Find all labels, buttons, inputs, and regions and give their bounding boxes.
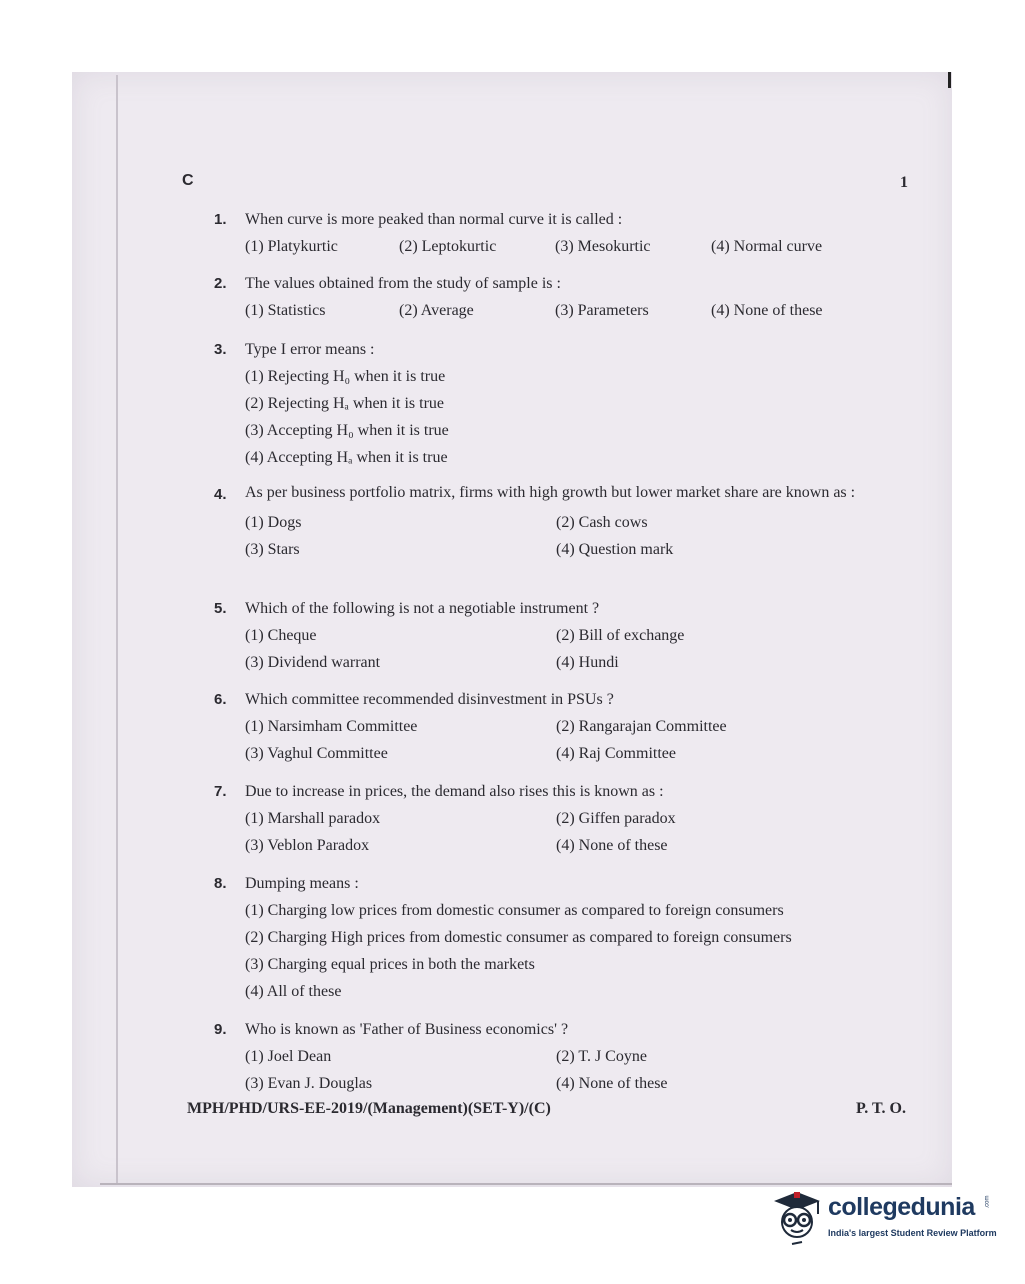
options-row [245,740,909,767]
pto-label: P. T. O. [856,1100,906,1117]
question-9 [214,1016,909,1097]
question-3 [214,336,909,471]
brand-domain: .com [984,1195,991,1209]
brand-name: collegedunia [828,1193,975,1221]
question-6 [214,686,909,767]
exam-code: MPH/PHD/URS-EE-2019/(Management)(SET-Y)/(C) [187,1100,551,1117]
question-2 [214,270,909,324]
question-number: 7. [214,783,227,800]
options-row [245,805,909,832]
option: (3) Stars [245,541,300,558]
question-number: 9. [214,1021,227,1038]
options-row [245,509,909,536]
graduate-mascot-icon [770,1188,824,1248]
question-text: As per business portfolio matrix, firms with high growth but lower market share are known as : [245,484,856,501]
option: (4) None of these [711,302,823,319]
question-4 [214,481,909,563]
option: (2) Charging High prices from domestic consumer as compared to foreign consumers [245,929,792,946]
option: (4) Accepting Hₐ when it is true [245,449,448,466]
option: (4) Raj Committee [556,745,676,762]
option: (2) Rejecting Hₐ when it is true [245,395,444,412]
option: (3) Accepting H₀ when it is true [245,422,449,439]
options-row [245,622,909,649]
page-number: 1 [900,174,908,191]
question-text: Due to increase in prices, the demand also rises this is known as : [245,783,664,800]
options-row [245,233,909,260]
question-text: Who is known as 'Father of Business economics' ? [245,1021,569,1038]
question-number: 2. [214,275,227,292]
option: (4) None of these [556,1075,668,1092]
option: (3) Parameters [555,302,649,319]
set-letter: C [182,172,194,189]
option: (2) Giffen paradox [556,810,676,827]
question-number: 8. [214,875,227,892]
option: (1) Marshall paradox [245,810,381,827]
option: (2) Average [399,302,474,319]
option: (1) Narsimham Committee [245,718,418,735]
question-text: Type I error means : [245,341,375,358]
question-7 [214,778,909,859]
option: (4) Hundi [556,654,619,671]
brand-logo[interactable] [770,1188,1000,1248]
options-row [245,649,909,676]
option: (3) Charging equal prices in both the markets [245,956,535,973]
option: (2) Cash cows [556,514,648,531]
question-8 [214,870,909,1005]
option: (3) Vaghul Committee [245,745,388,762]
question-5 [214,595,909,676]
options-row [245,1043,909,1070]
option: (1) Cheque [245,627,317,644]
option: (4) None of these [556,837,668,854]
option: (1) Statistics [245,302,326,319]
options-row [245,1070,909,1097]
options-row [245,713,909,740]
paper-fold-line [116,75,118,1185]
option: (3) Mesokurtic [555,238,651,255]
paper-bottom-edge [100,1183,952,1185]
question-number: 5. [214,600,227,617]
option: (4) Normal curve [711,238,823,255]
option: (2) T. J Coyne [556,1048,647,1065]
scan-edge-mark [948,72,951,88]
question-text: The values obtained from the study of sample is : [245,275,561,292]
option: (1) Rejecting H₀ when it is true [245,368,446,385]
option: (2) Leptokurtic [399,238,497,255]
option: (3) Dividend warrant [245,654,381,671]
question-text: Which committee recommended disinvestment in PSUs ? [245,691,614,708]
question-number: 6. [214,691,227,708]
option: (3) Veblon Paradox [245,837,370,854]
options-row [245,297,909,324]
question-number: 1. [214,211,227,228]
question-text: Dumping means : [245,875,359,892]
option: (3) Evan J. Douglas [245,1075,373,1092]
option: (1) Platykurtic [245,238,338,255]
option: (2) Rangarajan Committee [556,718,727,735]
options-row [245,536,909,563]
option: (4) All of these [245,983,342,1000]
option: (4) Question mark [556,541,674,558]
question-text: Which of the following is not a negotiable instrument ? [245,600,600,617]
option: (1) Charging low prices from domestic consumer as compared to foreign consumers [245,902,784,919]
options-row [245,832,909,859]
question-number: 3. [214,341,227,358]
option: (2) Bill of exchange [556,627,685,644]
brand-tagline: India's largest Student Review Platform [828,1228,997,1238]
option: (1) Dogs [245,514,302,531]
question-number: 4. [214,486,227,503]
question-text: When curve is more peaked than normal curve it is called : [245,211,623,228]
option: (1) Joel Dean [245,1048,332,1065]
question-1 [214,206,909,260]
